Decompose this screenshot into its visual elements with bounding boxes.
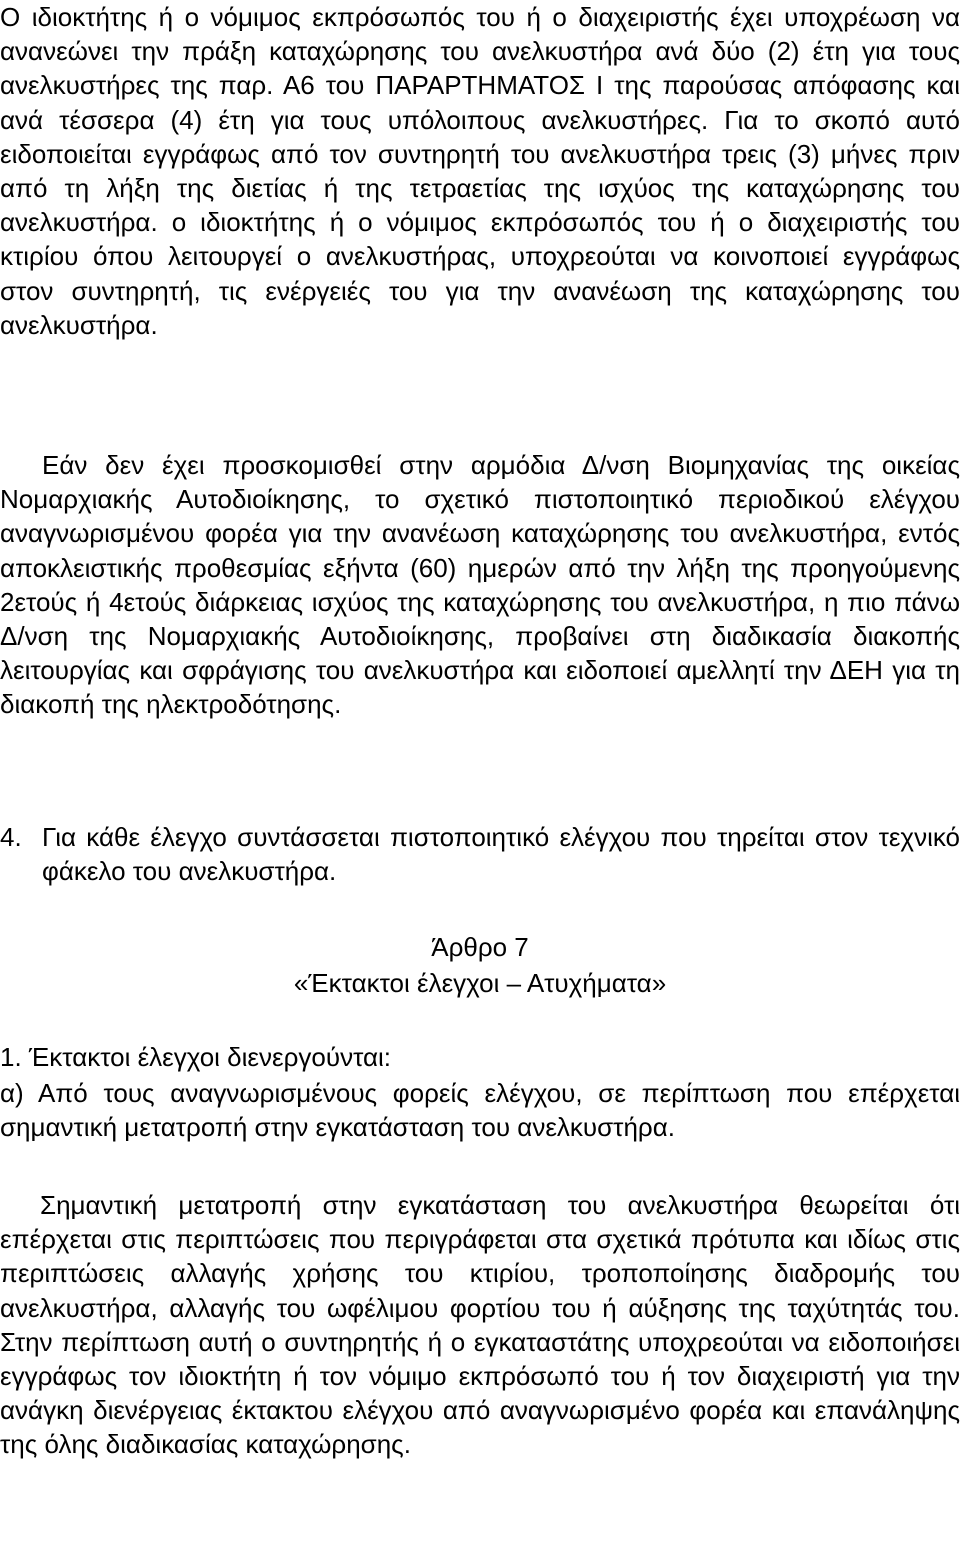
list-item-text: Για κάθε έλεγχο συντάσσεται πιστοποιητικό ελέγχου που τηρείται στον τεχνικό φάκελο του ανελκυστήρα. (42, 822, 960, 887)
section-1a-paragraph: α) Από τους αναγνωρισμένους φορείς ελέγχου, σε περίπτωση που επέρχεται σημαντική μετατροπή στην εγκατάσταση του ανελκυστήρα. (0, 1078, 960, 1143)
section-1-heading: 1. Έκτακτοι έλεγχοι διενεργούνται: (0, 1042, 392, 1072)
list-item-4 (0, 820, 960, 888)
article-title-heading: «Έκτακτοι έλεγχοι – Ατυχήματα» (293, 968, 667, 998)
list-item-number: 4. (0, 822, 22, 852)
paragraph-significant-modification: Σημαντική μετατροπή στην εγκατάσταση του ανελκυστήρα θεωρείται ότι επέρχεται στις περιπτώσεις που περιγράφεται στα σχετικά πρότυπα και ιδίως στις περιπτώσεις αλλαγής χρήσης του κτιρίου, τροποποίησης διαδρομής του ανελκυστήρα, αλλαγής του ωφέλιμου φορτίου του ή αύξησης της ταχύτητάς του. Στην περίπτωση αυτή ο συντηρητής ή ο εγκαταστάτης υποχρεούται να ειδοποιήσει εγγράφως τον ιδιοκτήτη ή τον νόμιμο εκπρόσωπό του ή τον διαχειριστή για την ανάγκη διενέργειας έκτακτου ελέγχου από αναγνωρισμένο φορέα και επανάληψης της όλης διαδικασίας καταχώρησης. (0, 1190, 960, 1460)
paragraph-certificate-deadline: Εάν δεν έχει προσκομισθεί στην αρμόδια Δ/νση Βιομηχανίας της οικείας Νομαρχιακής Αυτοδιοίκησης, το σχετικό πιστοποιητικό περιοδικού ελέγχου αναγνωρισμένου φορέα για την ανανέωση καταχώρησης του ανελκυστήρα, εντός αποκλειστικής προθεσμίας εξήντα (60) ημερών από την λήξη της προηγούμενης 2ετούς ή 4ετούς διάρκειας ισχύος της καταχώρησης του ανελκυστήρα, η πιο πάνω Δ/νση της Νομαρχιακής Αυτοδιοίκησης, προβαίνει στη διαδικασία διακοπής λειτουργίας και σφράγισης του ανελκυστήρα και ειδοποιεί αμελλητί την ΔΕΗ για τη διακοπή της ηλεκτροδότησης. (0, 450, 960, 720)
article-number-heading: Άρθρο 7 (431, 932, 529, 962)
paragraph-renewal-obligation: Ο ιδιοκτήτης ή ο νόμιμος εκπρόσωπός του ή ο διαχειριστής έχει υποχρέωση να ανανεώνει την πράξη καταχώρησης του ανελκυστήρα ανά δύο (2) έτη για τους ανελκυστήρες της παρ. Α6 του ΠΑΡΑΡΤΗΜΑΤΟΣ Ι της παρούσας απόφασης και ανά τέσσερα (4) έτη για τους υπόλοιπους ανελκυστήρες. Για το σκοπό αυτό ειδοποιείται εγγράφως από τον συντηρητή του ανελκυστήρα τρεις (3) μήνες πριν από τη λήξη της διετίας ή της τετραετίας της ισχύος της καταχώρησης του ανελκυστήρα. ο ιδιοκτήτης ή ο νόμιμος εκπρόσωπός του ή ο διαχειριστής του κτιρίου όπου λειτουργεί ο ανελκυστήρας, υποχρεούται να κοινοποιεί εγγράφως στον συντηρητή, τις ενέργειές του για την ανανέωση της καταχώρησης του ανελκυστήρα. (0, 2, 960, 340)
